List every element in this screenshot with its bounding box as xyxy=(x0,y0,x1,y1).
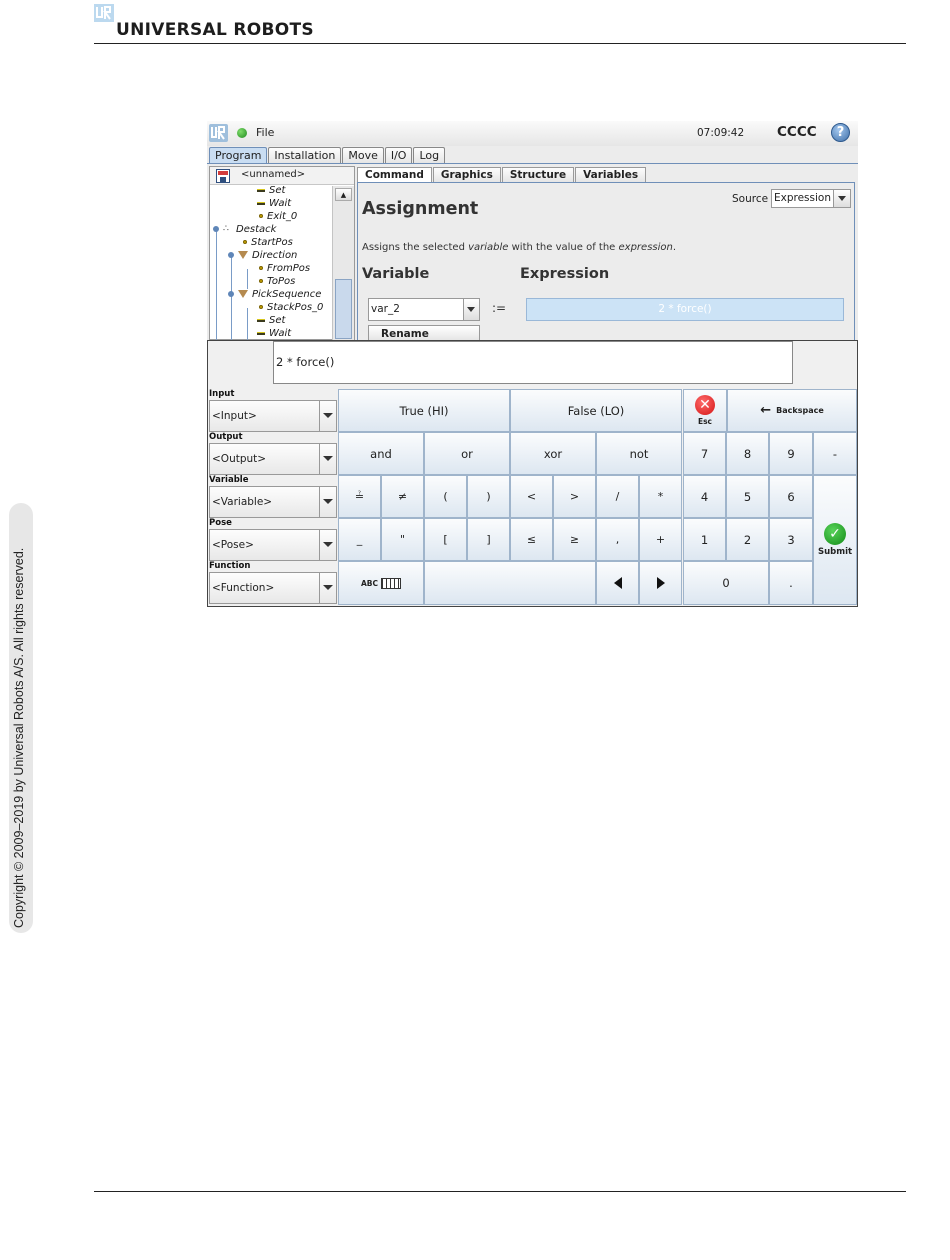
expression-field[interactable]: 2 * force() xyxy=(526,298,844,321)
or-key[interactable]: or xyxy=(424,432,510,475)
variable-select-value: <Variable> xyxy=(212,496,273,508)
expand-icon xyxy=(228,291,234,297)
comma-key[interactable]: , xyxy=(596,518,639,561)
true-hi-key[interactable]: True (HI) xyxy=(338,389,510,432)
tree-node-label: Set xyxy=(269,315,286,326)
copyright-text: Copyright © 2009–2019 by Universal Robots A/S. All rights reserved. xyxy=(12,547,26,928)
variable-select[interactable] xyxy=(368,298,480,321)
tree-node-label: Exit_0 xyxy=(267,211,298,222)
universal-robots-logo-icon xyxy=(94,4,114,22)
tree-connector xyxy=(247,308,248,340)
chevron-down-icon[interactable] xyxy=(319,444,336,474)
cursor-right-key[interactable] xyxy=(639,561,682,605)
variable-label: Variable xyxy=(209,475,249,485)
underscore-key[interactable]: _ xyxy=(338,518,381,561)
set-icon xyxy=(257,319,265,322)
greater-than-key[interactable]: > xyxy=(553,475,596,518)
tab-io[interactable]: I/O xyxy=(385,147,413,164)
command-description xyxy=(362,242,676,253)
divide-key[interactable]: / xyxy=(596,475,639,518)
output-select[interactable] xyxy=(209,443,337,475)
brand-name: UNIVERSAL ROBOTS xyxy=(116,20,314,40)
tree-scrollbar[interactable] xyxy=(332,186,354,340)
description-text: . xyxy=(672,242,677,253)
tree-node[interactable] xyxy=(259,263,310,276)
function-select-value: <Function> xyxy=(212,582,275,594)
ur-logo-icon[interactable] xyxy=(209,124,228,142)
tree-node[interactable] xyxy=(257,186,285,198)
tree-node[interactable] xyxy=(213,224,276,237)
command-panel xyxy=(357,182,855,340)
top-bar xyxy=(207,121,858,146)
greater-equal-key[interactable]: ≥ xyxy=(553,518,596,561)
submit-label: Submit xyxy=(817,547,853,557)
less-equal-key[interactable]: ≤ xyxy=(510,518,553,561)
plus-key[interactable]: + xyxy=(639,518,682,561)
tab-structure[interactable]: Structure xyxy=(502,167,574,182)
chevron-down-icon[interactable] xyxy=(319,573,336,603)
expression-input[interactable]: 2 * force() xyxy=(273,341,793,384)
tabs-divider xyxy=(207,163,858,164)
wait-icon xyxy=(257,332,265,335)
waypoint-icon xyxy=(259,266,263,270)
tree-node[interactable] xyxy=(228,289,321,302)
arrow-left-icon xyxy=(614,577,622,589)
key-6[interactable]: 6 xyxy=(769,475,813,518)
tree-node-label: StackPos_0 xyxy=(267,302,324,313)
submit-button[interactable] xyxy=(813,475,857,605)
description-text: with the value of the xyxy=(508,242,619,253)
robot-name: CCCC xyxy=(777,124,817,140)
function-label: Function xyxy=(209,561,251,571)
right-bracket-key[interactable]: ] xyxy=(467,518,510,561)
tree-node[interactable] xyxy=(228,250,297,263)
clock: 07:09:42 xyxy=(697,127,745,139)
source-value: Expression xyxy=(774,192,831,204)
backspace-key[interactable] xyxy=(727,389,857,432)
esc-label: Esc xyxy=(697,417,713,426)
tab-move[interactable]: Move xyxy=(342,147,384,164)
key-1[interactable]: 1 xyxy=(683,518,726,561)
key-4[interactable]: 4 xyxy=(683,475,726,518)
tree-node[interactable] xyxy=(259,211,297,224)
tree-node-label: Wait xyxy=(269,328,292,339)
expand-icon xyxy=(213,226,219,232)
robot-status-icon xyxy=(237,128,247,138)
tree-node-label: Wait xyxy=(269,198,292,209)
tree-node[interactable] xyxy=(257,315,285,328)
direction-icon xyxy=(238,290,248,298)
xor-key[interactable]: xor xyxy=(510,432,596,475)
chevron-down-icon[interactable] xyxy=(463,299,479,320)
direction-icon xyxy=(238,251,248,259)
multiply-key[interactable]: * xyxy=(639,475,682,518)
close-icon: ✕ xyxy=(695,395,715,415)
false-lo-key[interactable]: False (LO) xyxy=(510,389,682,432)
description-expression: expression xyxy=(618,242,673,253)
key-2[interactable]: 2 xyxy=(726,518,769,561)
pose-select[interactable] xyxy=(209,529,337,561)
key-3[interactable]: 3 xyxy=(769,518,813,561)
tree-node-label: StartPos xyxy=(251,237,293,248)
abc-label: ABC xyxy=(360,578,379,588)
key-5[interactable]: 5 xyxy=(726,475,769,518)
program-tree-header xyxy=(210,167,354,185)
tab-log[interactable]: Log xyxy=(413,147,445,164)
checkmark-icon: ✓ xyxy=(824,523,846,545)
waypoint-icon xyxy=(259,214,263,218)
right-paren-key[interactable]: ) xyxy=(467,475,510,518)
input-select[interactable] xyxy=(209,400,337,432)
quote-key[interactable]: " xyxy=(381,518,424,561)
rename-button[interactable]: Rename xyxy=(368,325,480,343)
equals-key[interactable]: ≟ xyxy=(338,475,381,518)
expression-heading: Expression xyxy=(520,266,610,282)
arrow-right-icon xyxy=(657,577,665,589)
tree-node[interactable] xyxy=(257,198,291,211)
tree-node-label: Direction xyxy=(252,250,298,261)
left-paren-key[interactable]: ( xyxy=(424,475,467,518)
expand-icon xyxy=(228,252,234,258)
command-title: Assignment xyxy=(362,199,479,219)
minus-key[interactable]: - xyxy=(813,432,857,475)
backspace-label: Backspace xyxy=(776,406,824,415)
assign-operator: := xyxy=(492,301,507,315)
move-icon: ∴ xyxy=(223,224,229,234)
key-8[interactable]: 8 xyxy=(726,432,769,475)
space-key[interactable] xyxy=(424,561,596,605)
key-9[interactable]: 9 xyxy=(769,432,813,475)
source-select[interactable] xyxy=(771,189,851,208)
chevron-down-icon[interactable] xyxy=(319,401,336,431)
page-header xyxy=(94,0,906,44)
variable-heading: Variable xyxy=(362,266,430,282)
keyboard-icon xyxy=(381,578,401,589)
arrow-left-icon: ← xyxy=(760,403,772,418)
tree-node[interactable] xyxy=(243,237,293,250)
save-icon[interactable] xyxy=(216,169,230,183)
waypoint-icon xyxy=(259,279,263,283)
set-icon xyxy=(257,189,265,192)
wait-icon xyxy=(257,202,265,205)
pose-select-value: <Pose> xyxy=(212,539,254,551)
waypoint-icon xyxy=(243,240,247,244)
cursor-left-key[interactable] xyxy=(596,561,639,605)
program-tree-body xyxy=(210,186,332,340)
tree-node[interactable] xyxy=(259,302,323,315)
output-label: Output xyxy=(209,432,243,442)
tab-graphics[interactable]: Graphics xyxy=(433,167,501,182)
tree-node[interactable] xyxy=(257,328,291,340)
function-select[interactable] xyxy=(209,572,337,604)
program-name: <unnamed> xyxy=(241,169,306,180)
less-than-key[interactable]: < xyxy=(510,475,553,518)
tree-node-label: PickSequence xyxy=(252,289,322,300)
key-0[interactable]: 0 xyxy=(683,561,769,605)
node-tabs xyxy=(357,167,647,182)
footer-divider xyxy=(94,1191,906,1192)
esc-button[interactable] xyxy=(683,389,727,432)
waypoint-icon xyxy=(259,305,263,309)
tree-connector xyxy=(247,269,248,289)
polyscope-screen xyxy=(207,121,858,607)
chevron-down-icon[interactable] xyxy=(319,487,336,517)
tab-installation[interactable]: Installation xyxy=(268,147,341,164)
help-icon[interactable]: ? xyxy=(831,123,850,142)
dot-key[interactable]: . xyxy=(769,561,813,605)
not-key[interactable]: not xyxy=(596,432,682,475)
tab-command[interactable]: Command xyxy=(357,167,432,182)
key-7[interactable]: 7 xyxy=(683,432,726,475)
scroll-thumb[interactable] xyxy=(335,279,352,339)
keyboard-toggle-key[interactable] xyxy=(338,561,424,605)
tree-node-label: ToPos xyxy=(267,276,296,287)
left-bracket-key[interactable]: [ xyxy=(424,518,467,561)
chevron-down-icon[interactable] xyxy=(319,530,336,560)
tab-program[interactable]: Program xyxy=(209,147,267,164)
pose-label: Pose xyxy=(209,518,232,528)
tree-node-label: FromPos xyxy=(267,263,311,274)
expression-editor xyxy=(207,340,858,607)
scroll-up-icon[interactable]: ▲ xyxy=(335,188,352,201)
tree-node-label: Set xyxy=(269,186,286,196)
input-select-value: <Input> xyxy=(212,410,257,422)
tab-variables[interactable]: Variables xyxy=(575,167,646,182)
file-menu[interactable]: File xyxy=(256,126,275,139)
main-tabs xyxy=(209,147,446,164)
description-text: Assigns the selected xyxy=(362,242,469,253)
variable-select-editor[interactable] xyxy=(209,486,337,518)
description-variable: variable xyxy=(468,242,509,253)
input-label: Input xyxy=(209,389,235,399)
variable-value: var_2 xyxy=(371,303,400,315)
tree-connector xyxy=(216,230,217,340)
tree-node[interactable] xyxy=(259,276,295,289)
not-equals-key[interactable]: ≠ xyxy=(381,475,424,518)
output-select-value: <Output> xyxy=(212,453,267,465)
source-label: Source xyxy=(732,193,769,205)
and-key[interactable]: and xyxy=(338,432,424,475)
chevron-down-icon[interactable] xyxy=(833,190,850,207)
program-tree xyxy=(209,166,355,340)
tree-node-label: Destack xyxy=(236,224,277,235)
